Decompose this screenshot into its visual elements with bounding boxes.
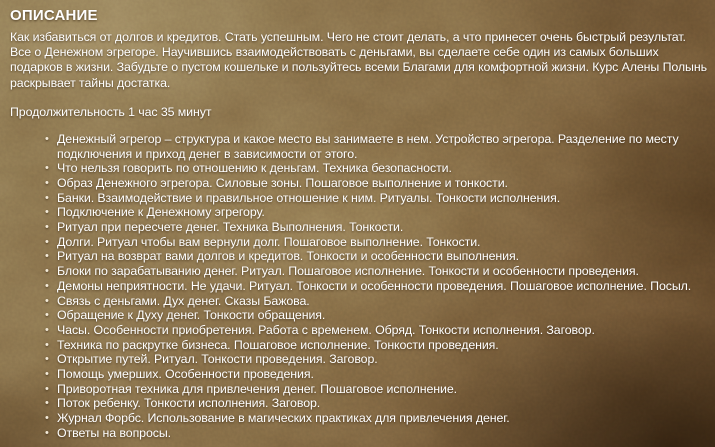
topic-item: • Долги. Ритуал чтобы вам вернули долг. Пошаговое выполнение. Тонкости. <box>57 235 703 250</box>
topic-item: • Помощь умерших. Особенности проведения. <box>57 367 703 382</box>
topic-item: • Ритуал при пересчете денег. Техника Выполнения. Тонкости. <box>57 220 703 235</box>
topic-item: • Приворотная техника для привлечения денег. Пошаговое исполнение. <box>57 382 703 397</box>
topic-item: • Поток ребенку. Тонкости исполнения. Заговор. <box>57 396 703 411</box>
topic-item: • Демоны неприятности. Не удачи. Ритуал. Тонкости и особенности проведения. Пошаговое исполнение. Посыл. <box>57 279 703 294</box>
intro-paragraph: Как избавиться от долгов и кредитов. Стать успешным. Чего не стоит делать, а что принесет очень быстрый результат. Все о Денежном эгрегоре. Научившись взаимодействовать с деньгами, вы сделаете себе один из самых больших подарков в жизни. Забудьте о пустом кошельке и пользуйтесь всеми Благами для комфортной жизни. Курс Алены Полынь раскрывает тайны достатка. <box>10 30 707 90</box>
section-title: ОПИСАНИЕ <box>10 7 98 24</box>
topic-item: • Техника по раскрутке бизнеса. Пошаговое исполнение. Тонкости проведения. <box>57 338 703 353</box>
topic-item: • Открытие путей. Ритуал. Тонкости проведения. Заговор. <box>57 352 703 367</box>
topic-item: • Связь с деньгами. Дух денег. Сказы Бажова. <box>57 294 703 309</box>
topic-item: • Ответы на вопросы. <box>57 426 703 441</box>
topic-item: • Обращение к Духу денег. Тонкости обращения. <box>57 308 703 323</box>
topic-item: • Банки. Взаимодействие и правильное отношение к ним. Ритуалы. Тонкости исполнения. <box>57 191 703 206</box>
duration-text: Продолжительность 1 час 35 минут <box>10 104 212 119</box>
topic-item: • Журнал Форбс. Использование в магических практиках для привлечения денег. <box>57 411 703 426</box>
topics-list <box>10 132 707 441</box>
topic-item: • Часы. Особенности приобретения. Работа с временем. Обряд. Тонкости исполнения. Заговор. <box>57 323 703 338</box>
topic-item: • Подключение к Денежному эгрегору. <box>57 205 703 220</box>
topic-item: • Блоки по зарабатыванию денег. Ритуал. Пошаговое исполнение. Тонкости и особенности проведения. <box>57 264 703 279</box>
topic-item: • Образ Денежного эгрегора. Силовые зоны. Пошаговое выполнение и тонкости. <box>57 176 703 191</box>
topic-item: • Ритуал на возврат вами долгов и кредитов. Тонкости и особенности выполнения. <box>57 249 703 264</box>
topic-item: • Денежный эгрегор – структура и какое место вы занимаете в нем. Устройство эгрегора. Разделение по месту подключения и приход денег в зависимости от этого. <box>57 132 703 161</box>
topic-item: • Что нельзя говорить по отношению к деньгам. Техника безопасности. <box>57 161 703 176</box>
